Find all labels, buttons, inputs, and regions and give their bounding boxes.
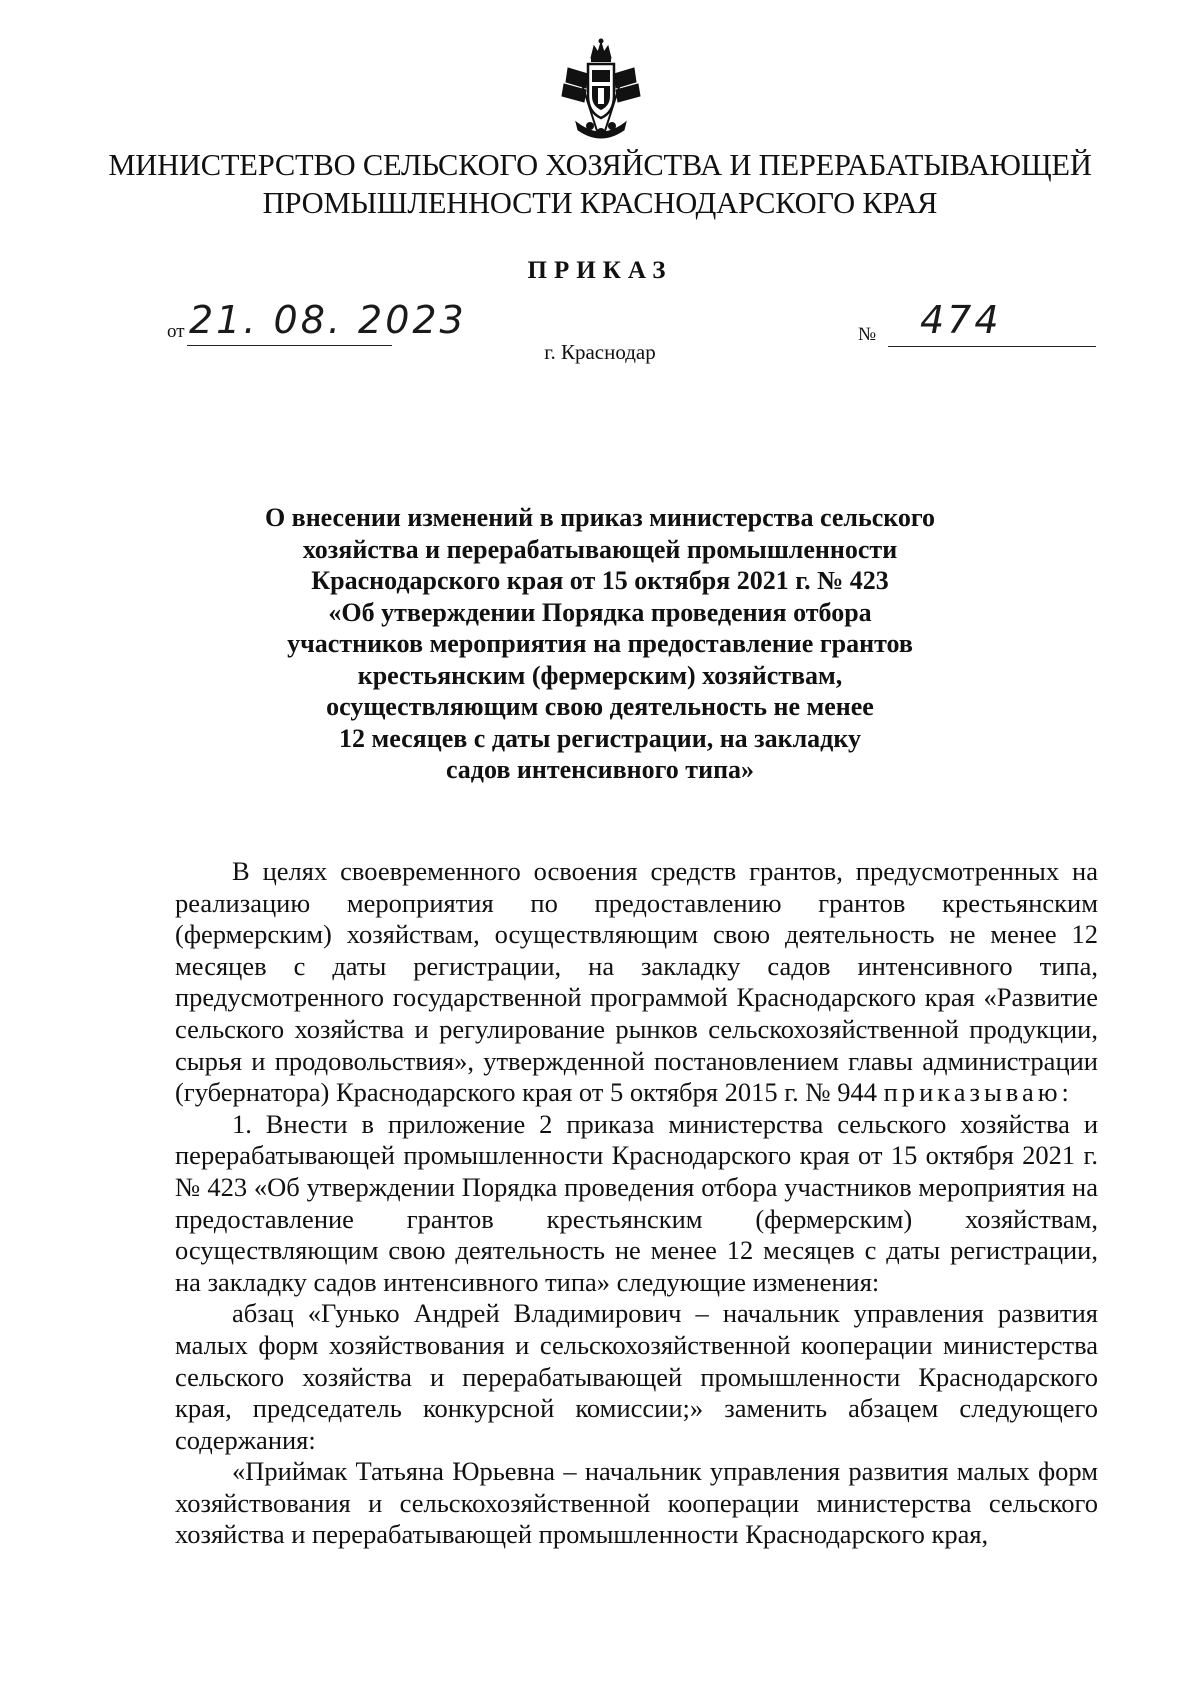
- subject-line: участников мероприятия на предоставление грантов: [287, 629, 913, 658]
- order-subject: [200, 502, 1000, 786]
- subject-line: осуществляющим свою деятельность не менее: [326, 692, 874, 721]
- city: г. Краснодар: [544, 340, 656, 364]
- number-sign: №: [858, 324, 877, 345]
- subject-line: Краснодарского края от 15 октября 2021 г. № 423: [311, 566, 889, 595]
- item-1-paragraph: 1. Внести в приложение 2 приказа министерства сельского хозяйства и перерабатывающей промышленности Краснодарского края от 15 октября 2021 г. № 423 «Об утверждении Порядка проведения отбора участников мероприятия на предоставление грантов крестьянским (фермерским) хозяйствам, осуществляющим свою деятельность не менее 12 месяцев с даты регистрации, на закладку садов интенсивного типа» следующие изменения:: [175, 1108, 1098, 1297]
- subject-line: «Об утверждении Порядка проведения отбора: [328, 597, 872, 627]
- handwritten-number: 474: [920, 298, 1002, 342]
- preamble-paragraph: [175, 856, 1098, 1109]
- new-paragraph: «Приймак Татьяна Юрьевна – начальник управления развития малых форм хозяйствования и сельскохозяйственной кооперации министерства сельского хозяйства и перерабатывающей промышленности Краснодарского края,: [175, 1456, 1098, 1550]
- subject-line: О внесении изменений в приказ министерства сельского: [264, 503, 936, 532]
- subject-line: хозяйства и перерабатывающей промышленности: [302, 534, 898, 564]
- replaced-paragraph: абзац «Гунько Андрей Владимирович – начальник управления развития малых форм хозяйствования и сельскохозяйственной кооперации министерства сельского хозяйства и перерабатывающей промышленности Краснодарского края, председатель конкурсной комиссии;» заменить абзацем следующего содержания:: [175, 1298, 1098, 1455]
- ministry-name-line-1: МИНИСТЕРСТВО СЕЛЬСКОГО ХОЗЯЙСТВА И ПЕРЕРАБАТЫВАЮЩЕЙ: [108, 148, 1092, 182]
- date-prefix: от: [167, 321, 185, 342]
- order-body: [175, 856, 1098, 1551]
- ministry-name-line-2: ПРОМЫШЛЕННОСТИ КРАСНОДАРСКОГО КРАЯ: [262, 186, 938, 220]
- subject-line: 12 месяцев с даты регистрации, на закладку: [339, 723, 861, 753]
- handwritten-date: 21. 08. 2023: [189, 298, 467, 342]
- preamble-text: В целях своевременного освоения средств грантов, предусмотренных на реализацию мероприятия по предоставлению грантов крестьянским (фермерским) хозяйствам, осуществляющим свою деятельность не менее 12 месяцев с даты регистрации, на закладку садов интенсивного типа, предусмотренного государственной программой Краснодарского края «Развитие сельского хозяйства и регулирование рынков сельскохозяйственной продукции, сырья и продовольствия», утвержденной постановлением главы администрации (губернатора) Краснодарского края от 5 октября 2015 г. № 944: [175, 856, 1098, 1108]
- coat-of-arms-emblem: [558, 38, 644, 146]
- subject-line: садов интенсивного типа»: [445, 755, 755, 784]
- ministry-name: [100, 146, 1100, 222]
- document-type-title: ПРИКАЗ: [527, 257, 673, 284]
- subject-line: крестьянским (фермерским) хозяйствам,: [357, 660, 843, 690]
- order-word: приказываю:: [883, 1077, 1073, 1108]
